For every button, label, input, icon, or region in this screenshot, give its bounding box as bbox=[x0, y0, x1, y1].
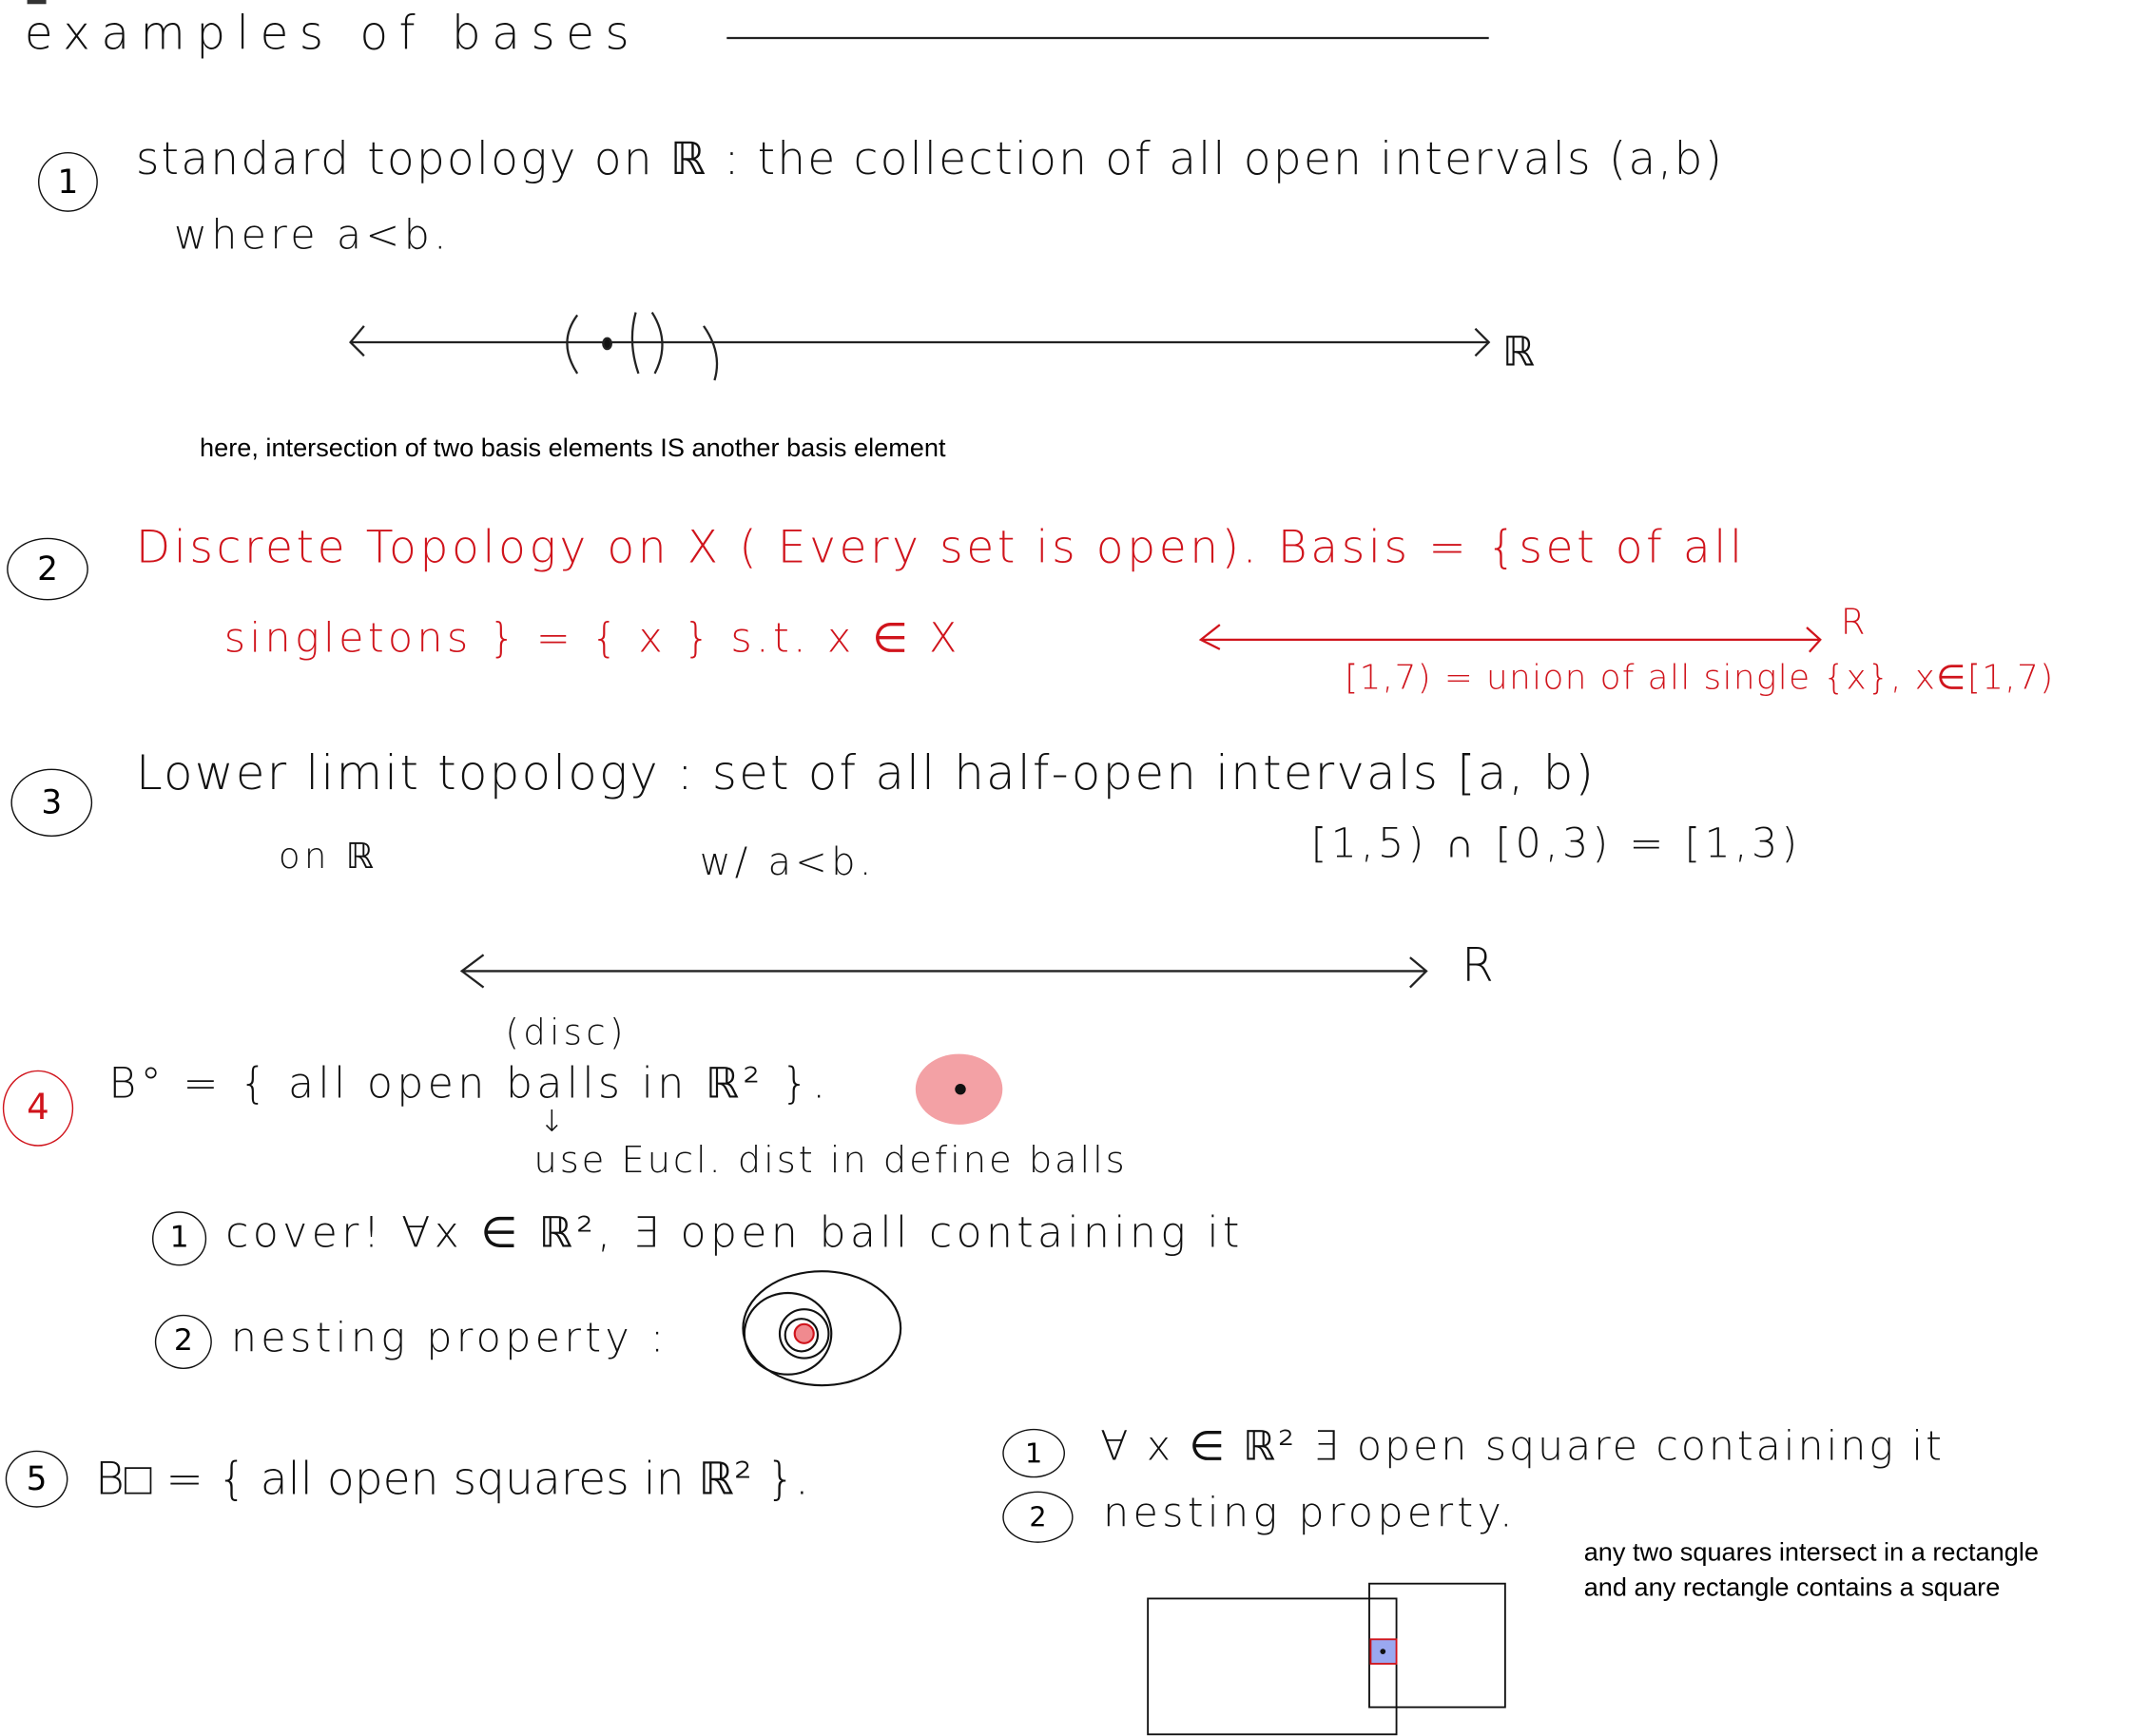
page-title: examples of bases bbox=[24, 7, 641, 62]
item-number-5: 5 bbox=[6, 1451, 68, 1508]
ex4-arrow: ↓ bbox=[539, 1105, 569, 1140]
ex1-line1: standard topology on ℝ : the collection of all open intervals (a,b) bbox=[135, 131, 1725, 185]
top-mark bbox=[28, 0, 47, 4]
ex1-line2: where a<b. bbox=[173, 211, 451, 260]
open-ball-sketch bbox=[916, 1054, 1002, 1125]
ex5-item2: nesting property. bbox=[1102, 1490, 1517, 1538]
ex4-line1: B° = { all open balls in ℝ² }. bbox=[108, 1059, 830, 1109]
ex2-example: [1,7) = union of all single {x}, x∈[1,7) bbox=[1345, 657, 2055, 697]
nesting-number: 2 bbox=[155, 1315, 212, 1369]
ex3-intersection: [1,5) ∩ [0,3) = [1,3) bbox=[1310, 820, 1802, 868]
item-number-1: 1 bbox=[38, 152, 98, 212]
real-line-2 bbox=[1201, 625, 1820, 652]
item-number-4: 4 bbox=[3, 1071, 73, 1147]
ex5-note-line2: and any rectangle contains a square bbox=[1583, 1573, 2001, 1603]
ex4-disc: (disc) bbox=[505, 1013, 628, 1054]
item-number-2: 2 bbox=[7, 538, 88, 601]
ex5-item2-number: 2 bbox=[1002, 1492, 1073, 1543]
ex3-condition: w/ a<b. bbox=[699, 839, 876, 884]
ex5-item1: ∀ x ∈ ℝ² ∃ open square containing it bbox=[1100, 1423, 1945, 1472]
nested-balls-sketch bbox=[743, 1271, 900, 1385]
ex4-nesting: nesting property : bbox=[230, 1314, 668, 1362]
intersecting-squares-sketch bbox=[1148, 1584, 1505, 1735]
ex1-axis-label: ℝ bbox=[1501, 328, 1539, 376]
ex4-cover: cover! ∀x ∈ ℝ², ∃ open ball containing it bbox=[225, 1208, 1244, 1258]
ex5-line1: B□ = { all open squares in ℝ² }. bbox=[94, 1452, 809, 1505]
ex3-axis-label: R bbox=[1462, 938, 1499, 993]
real-line-1 bbox=[351, 313, 1489, 380]
ex3-on: on ℝ bbox=[278, 836, 378, 878]
ex5-note-line1: any two squares intersect in a rectangle bbox=[1583, 1538, 2039, 1568]
item-number-3: 3 bbox=[10, 769, 92, 837]
ex2-line1: Discrete Topology on X ( Every set is open). Basis = {set of all bbox=[135, 520, 1746, 573]
ex5-item1-number: 1 bbox=[1002, 1429, 1065, 1477]
ex1-note: here, intersection of two basis elements IS another basis element bbox=[199, 434, 946, 464]
ex4-line2: use Eucl. dist in define balls bbox=[533, 1139, 1128, 1182]
ex3-line1: Lower limit topology : set of all half-open intervals [a, b) bbox=[135, 746, 1597, 801]
ex2-line2: singletons } = { x } s.t. x ∈ X bbox=[223, 615, 961, 664]
ex2-axis-label: R bbox=[1840, 603, 1869, 645]
cover-number: 1 bbox=[152, 1211, 206, 1265]
real-line-3 bbox=[462, 955, 1426, 987]
